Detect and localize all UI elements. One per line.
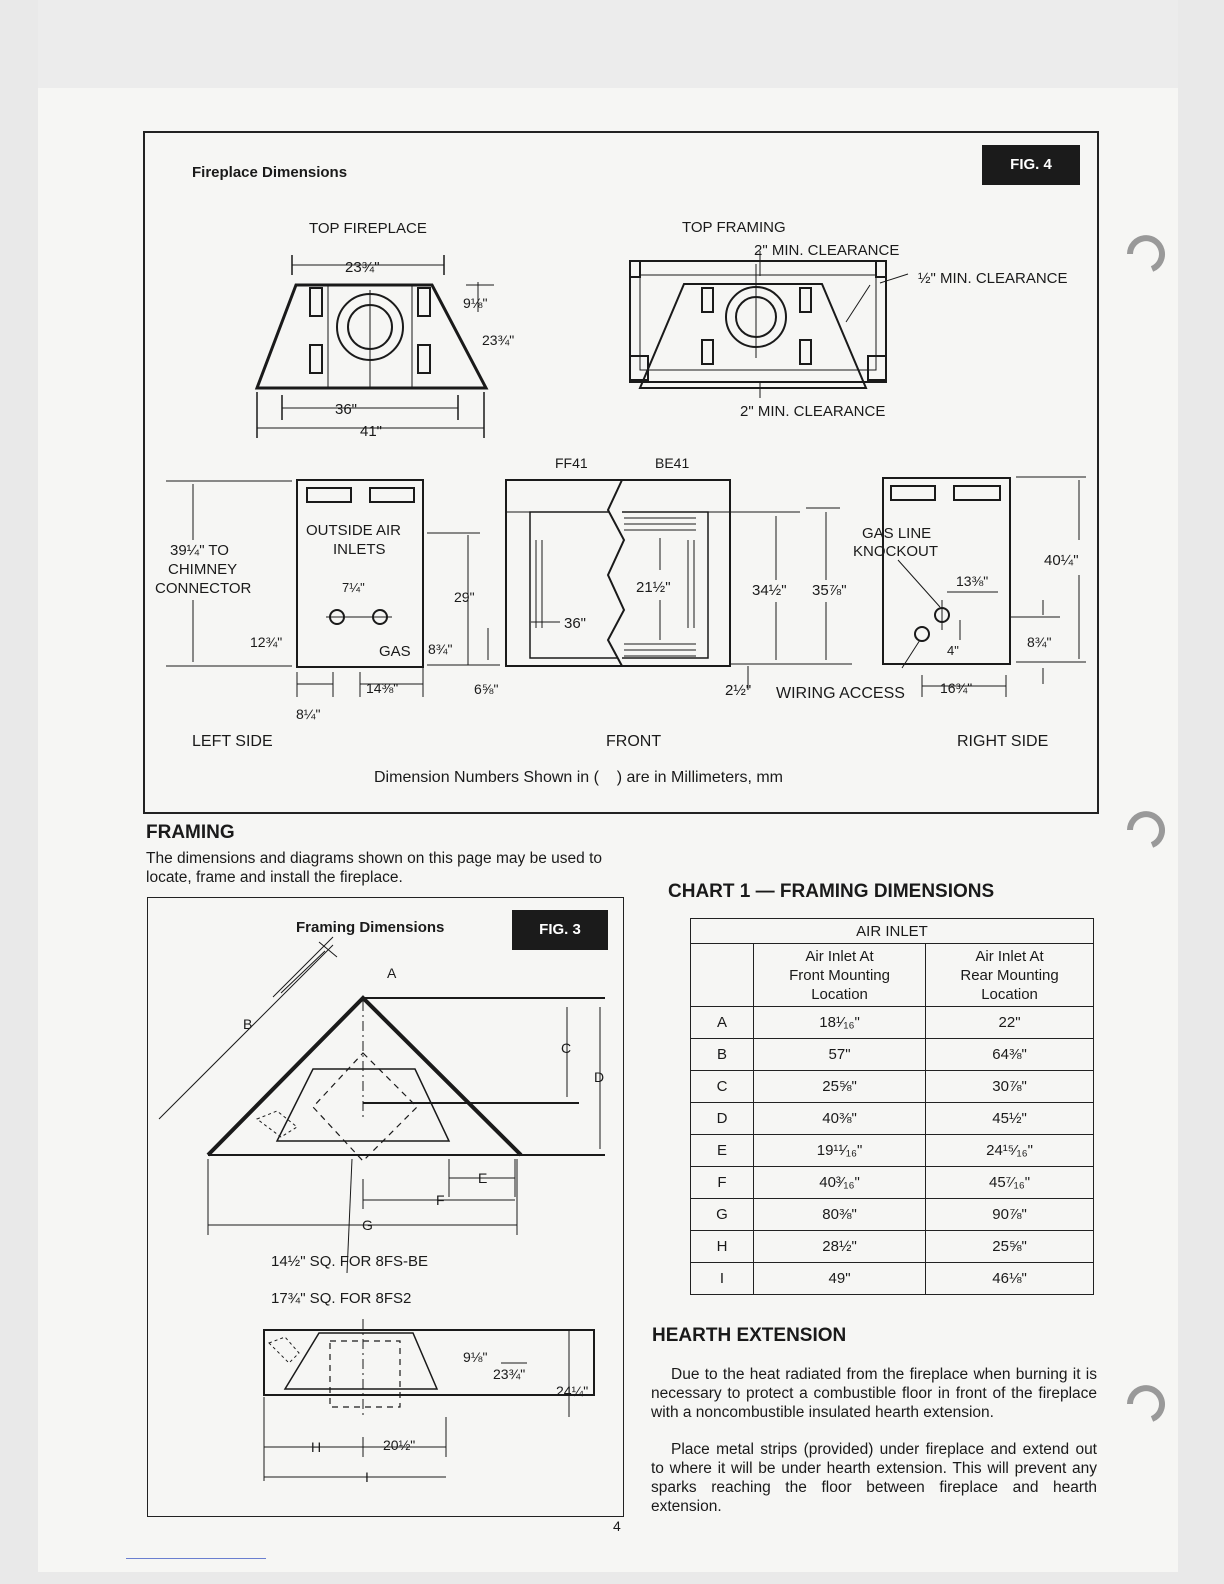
- row-key: B: [691, 1039, 754, 1071]
- label-be41: BE41: [655, 455, 690, 471]
- dim-depth-1: 9⅛": [463, 295, 488, 311]
- front-mounting-header: [754, 944, 926, 1007]
- row-key: E: [691, 1135, 754, 1167]
- letter-g: G: [362, 1217, 373, 1233]
- front-header-line: Air Inlet At: [805, 947, 874, 965]
- right-side-label: RIGHT SIDE: [957, 733, 1049, 750]
- fig3-title: Framing Dimensions: [296, 919, 445, 936]
- label-ff41: FF41: [555, 455, 588, 471]
- dim-6: 6⅝": [474, 681, 499, 697]
- framing-text: The dimensions and diagrams shown on this page may be used to locate, frame and install the fireplace.: [146, 850, 602, 886]
- fig3-drawing: [147, 897, 624, 1517]
- left-side-label: LEFT SIDE: [192, 733, 273, 750]
- chimney-line2: CHIMNEY: [168, 561, 238, 578]
- dim-36-front: 36": [564, 615, 587, 632]
- mm-note: Dimension Numbers Shown in ( ) are in Millimeters, mm: [374, 769, 783, 786]
- gas-label: GAS: [379, 643, 411, 660]
- front-header-line: Location: [811, 985, 868, 1003]
- rear-value: 30⅞": [926, 1071, 1094, 1103]
- dim-7: 7¼": [342, 580, 365, 595]
- dim-8a: 8¾": [428, 641, 453, 657]
- letter-h: H: [311, 1439, 322, 1455]
- front-header-line: Front Mounting: [789, 966, 890, 984]
- fig4-label: FIG. 4: [982, 145, 1080, 185]
- dim-9: 9⅛": [463, 1349, 488, 1365]
- rear-value: 22": [926, 1007, 1094, 1039]
- table-row: [691, 1039, 1094, 1071]
- letter-c: C: [561, 1040, 572, 1056]
- letter-a: A: [387, 965, 397, 981]
- dim-34: 34½": [752, 582, 787, 599]
- row-key: F: [691, 1167, 754, 1199]
- rear-mounting-header: [926, 944, 1094, 1007]
- front-value: 80⅜": [754, 1199, 926, 1231]
- link-underline: [126, 1558, 266, 1559]
- dim-35: 35⅞": [812, 582, 847, 599]
- dim-40: 40¼": [1044, 552, 1079, 569]
- dim-depth-2: 23¾": [482, 332, 515, 348]
- front-label: FRONT: [606, 733, 662, 750]
- air-inlet-header: AIR INLET: [691, 919, 1094, 944]
- sq-8fs2: 17¾" SQ. FOR 8FS2: [271, 1290, 412, 1307]
- letter-d: D: [594, 1069, 605, 1085]
- rear-value: 45⁷⁄₁₆": [926, 1167, 1094, 1199]
- chart1-title: CHART 1 — FRAMING DIMENSIONS: [668, 881, 995, 902]
- table-row: [691, 1135, 1094, 1167]
- dim-24: 24¼": [556, 1383, 589, 1399]
- clearance-half: ½" MIN. CLEARANCE: [918, 270, 1068, 287]
- rear-value: 25⅝": [926, 1231, 1094, 1263]
- hearth-paragraph-1: Due to the heat radiated from the fireplace when burning it is necessary to protect a combustible floor in front of the fireplace with a noncombustible insulated hearth extension.: [651, 1366, 1097, 1421]
- rear-value: 64⅜": [926, 1039, 1094, 1071]
- top-framing-label: TOP FRAMING: [682, 219, 786, 236]
- dim-36: 36": [335, 401, 358, 418]
- dim-2-half: 2½": [725, 682, 752, 699]
- letter-b: B: [243, 1016, 253, 1032]
- table-row: [691, 1103, 1094, 1135]
- front-value: 28½": [754, 1231, 926, 1263]
- row-key: H: [691, 1231, 754, 1263]
- rear-value: 24¹⁵⁄₁₆": [926, 1135, 1094, 1167]
- dim-8c: 8¾": [1027, 634, 1052, 650]
- gasline-line2: KNOCKOUT: [853, 543, 939, 560]
- page-number: 4: [613, 1518, 621, 1534]
- row-key: G: [691, 1199, 754, 1231]
- table-row: [691, 1007, 1094, 1039]
- clearance-top: 2" MIN. CLEARANCE: [754, 242, 900, 259]
- outside-air-line2: INLETS: [333, 541, 386, 558]
- table-row: [691, 1199, 1094, 1231]
- gasline-line1: GAS LINE: [862, 525, 932, 542]
- letter-f: F: [436, 1192, 445, 1208]
- hearth-heading: HEARTH EXTENSION: [652, 1325, 847, 1346]
- row-key: D: [691, 1103, 754, 1135]
- front-value: 40⅜": [754, 1103, 926, 1135]
- front-value: 57": [754, 1039, 926, 1071]
- framing-heading: FRAMING: [146, 822, 235, 843]
- front-value: 40³⁄₁₆": [754, 1167, 926, 1199]
- letter-e: E: [478, 1170, 488, 1186]
- front-value: 18¹⁄₁₆": [754, 1007, 926, 1039]
- table-row: [691, 1167, 1094, 1199]
- front-value: 49": [754, 1263, 926, 1295]
- dim-23: 23¾": [493, 1366, 526, 1382]
- chimney-line3: CONNECTOR: [155, 580, 252, 597]
- row-key: A: [691, 1007, 754, 1039]
- letter-i: I: [365, 1469, 369, 1485]
- dim-top-width: 23¾": [345, 259, 380, 276]
- framing-dimensions-table: [690, 918, 1094, 1295]
- fig4-title: Fireplace Dimensions: [192, 164, 348, 181]
- front-value: 19¹¹⁄₁₆": [754, 1135, 926, 1167]
- rear-value: 46⅛": [926, 1263, 1094, 1295]
- binder-hole-icon: [1126, 1384, 1166, 1424]
- dim-13: 13⅜": [956, 573, 989, 589]
- table-row: [691, 1263, 1094, 1295]
- dim-29: 29": [454, 589, 475, 605]
- dim-21: 21½": [636, 579, 671, 596]
- dim-14: 14⅜": [366, 680, 399, 696]
- table-row: [691, 1231, 1094, 1263]
- dim-41: 41": [360, 423, 383, 440]
- hearth-paragraph-2: Place metal strips (provided) under fireplace and extend out to where it will be under hearth extension. This will prevent any sparks reaching the floor between fireplace and hearth extension.: [651, 1441, 1097, 1515]
- rear-header-line: Air Inlet At: [975, 947, 1044, 965]
- dim-20: 20½": [383, 1437, 416, 1453]
- top-fireplace-label: TOP FIREPLACE: [309, 220, 427, 237]
- dim-12: 12¾": [250, 634, 283, 650]
- rear-header-line: Location: [981, 985, 1038, 1003]
- rear-header-line: Rear Mounting: [960, 966, 1059, 984]
- sq-8fs-be: 14½" SQ. FOR 8FS-BE: [271, 1253, 429, 1270]
- wiring-access: WIRING ACCESS: [776, 685, 905, 702]
- front-value: 25⅝": [754, 1071, 926, 1103]
- dim-8b: 8¼": [296, 706, 321, 722]
- rear-value: 45½": [926, 1103, 1094, 1135]
- outside-air-line1: OUTSIDE AIR: [306, 522, 402, 539]
- blank-header: [691, 944, 754, 1007]
- chimney-line1: 39¼" TO: [170, 542, 229, 559]
- dim-16: 16¾": [940, 680, 973, 696]
- dim-4: 4": [947, 643, 959, 658]
- fig3-label: FIG. 3: [512, 910, 608, 950]
- row-key: I: [691, 1263, 754, 1295]
- clearance-bottom: 2" MIN. CLEARANCE: [740, 403, 886, 420]
- table-row: [691, 1071, 1094, 1103]
- rear-value: 90⅞": [926, 1199, 1094, 1231]
- row-key: C: [691, 1071, 754, 1103]
